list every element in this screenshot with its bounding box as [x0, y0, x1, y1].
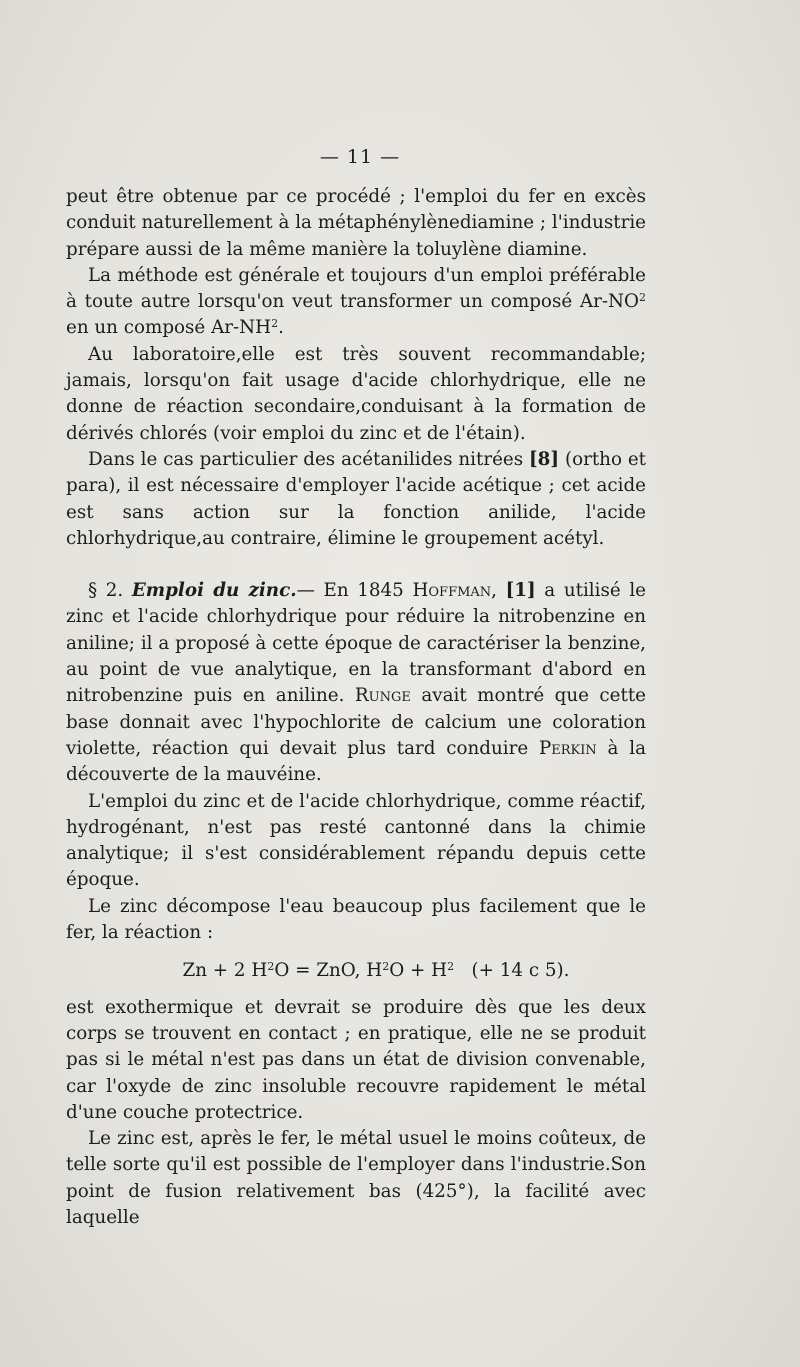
page-number: — 11 — [319, 146, 401, 168]
section-title: Emploi du zinc. [131, 580, 297, 602]
paragraph-8: est exothermique et devrait se produire dès que les deux corps se trouvent en contact ; en pratique, elle ne se produit pas si le métal n'est pas dans un état de division convenable, car l'oxyde de zinc insoluble recouvre rapidement le métal d'une couche protectrice. [66, 996, 646, 1123]
author-runge: Runge [354, 685, 411, 707]
equation-part: Zn + 2 H [182, 960, 268, 982]
paragraph-1: peut être obtenue par ce procédé ; l'emploi du fer en excès conduit naturellement à la métaphénylènediamine ; l'industrie prépare aussi de la même manière la toluylène diamine. [66, 186, 646, 260]
section-text-2: , [491, 580, 506, 602]
paragraph-6: L'emploi du zinc et de l'acide chlorhydrique, comme réactif, hydrogénant, n'est pas resté cantonné dans la chimie analytique; il s'est considérablement répandu depuis cette époque. [66, 790, 646, 891]
author-perkin: Perkin [538, 737, 597, 759]
reaction-equation [66, 958, 646, 984]
paragraph-4-prefix: Dans le cas particulier des acétanilides nitrées [88, 448, 530, 470]
paragraph-4-suffix: (ortho et para), il est nécessaire d'employer l'acide acétique ; cet acide est sans action sur la fonction anilide, l'acide chlorhydrique,au contraire, élimine le groupement acétyl. [66, 448, 647, 549]
section-text-3: a utilisé le zinc et l'acide chlorhydrique pour réduire la nitrobenzine en aniline; il a proposé à cette époque de caractériser la benzine, au point de vue analytique, en la transformant d'abord en nitrobenzine puis en aniline. [66, 580, 647, 707]
paragraph-2-prefix: La méthode est générale et toujours d'un emploi préférable à toute autre lorsqu'on veut transformer un composé Ar-NO [66, 264, 646, 313]
reference-1: [1] [505, 580, 536, 602]
paragraph-4 [66, 447, 646, 552]
section-dash: — [296, 580, 315, 602]
section-number: § 2. [88, 580, 124, 602]
section-text-1: En 1845 [314, 580, 413, 602]
author-hoffman: Hoffman [412, 580, 492, 602]
equation-part: O = ZnO, H [274, 960, 383, 982]
paragraph-2 [66, 263, 646, 342]
paragraph-3: Au laboratoire,elle est très souvent recommandable; jamais, lorsqu'on fait usage d'acide chlorhydrique, elle ne donne de réaction secondaire,conduisant à la formation de dérivés chlorés (voir emploi du zinc et de l'étain). [66, 343, 646, 444]
superscript: 2 [639, 291, 646, 305]
superscript: 2 [447, 960, 455, 974]
paragraph-2-suffix: . [278, 317, 284, 339]
paragraph-7: Le zinc décompose l'eau beaucoup plus facilement que le fer, la réaction : [66, 895, 646, 944]
section-2-paragraph [66, 578, 646, 788]
equation-heat: (+ 14 c 5). [454, 960, 570, 982]
superscript: 2 [382, 960, 390, 974]
paragraph-9: Le zinc est, après le fer, le métal usuel le moins coûteux, de telle sorte qu'il est possible de l'employer dans l'industrie.Son point de fusion relativement bas (425°), la facilité avec laquelle [66, 1128, 646, 1228]
section-text-5: à la découverte de la mauvéine. [66, 737, 646, 786]
reference-8: [8] [529, 448, 560, 470]
section-text-4: avait montré que cette base donnait avec l'hypochlorite de calcium une coloration violette, réaction qui devait plus tard conduire [66, 685, 646, 759]
text-body [66, 184, 646, 1231]
superscript: 2 [267, 960, 275, 974]
superscript: 2 [271, 317, 279, 331]
paragraph-2-middle: en un composé Ar-NH [66, 317, 272, 339]
equation-part: O + H [389, 960, 448, 982]
